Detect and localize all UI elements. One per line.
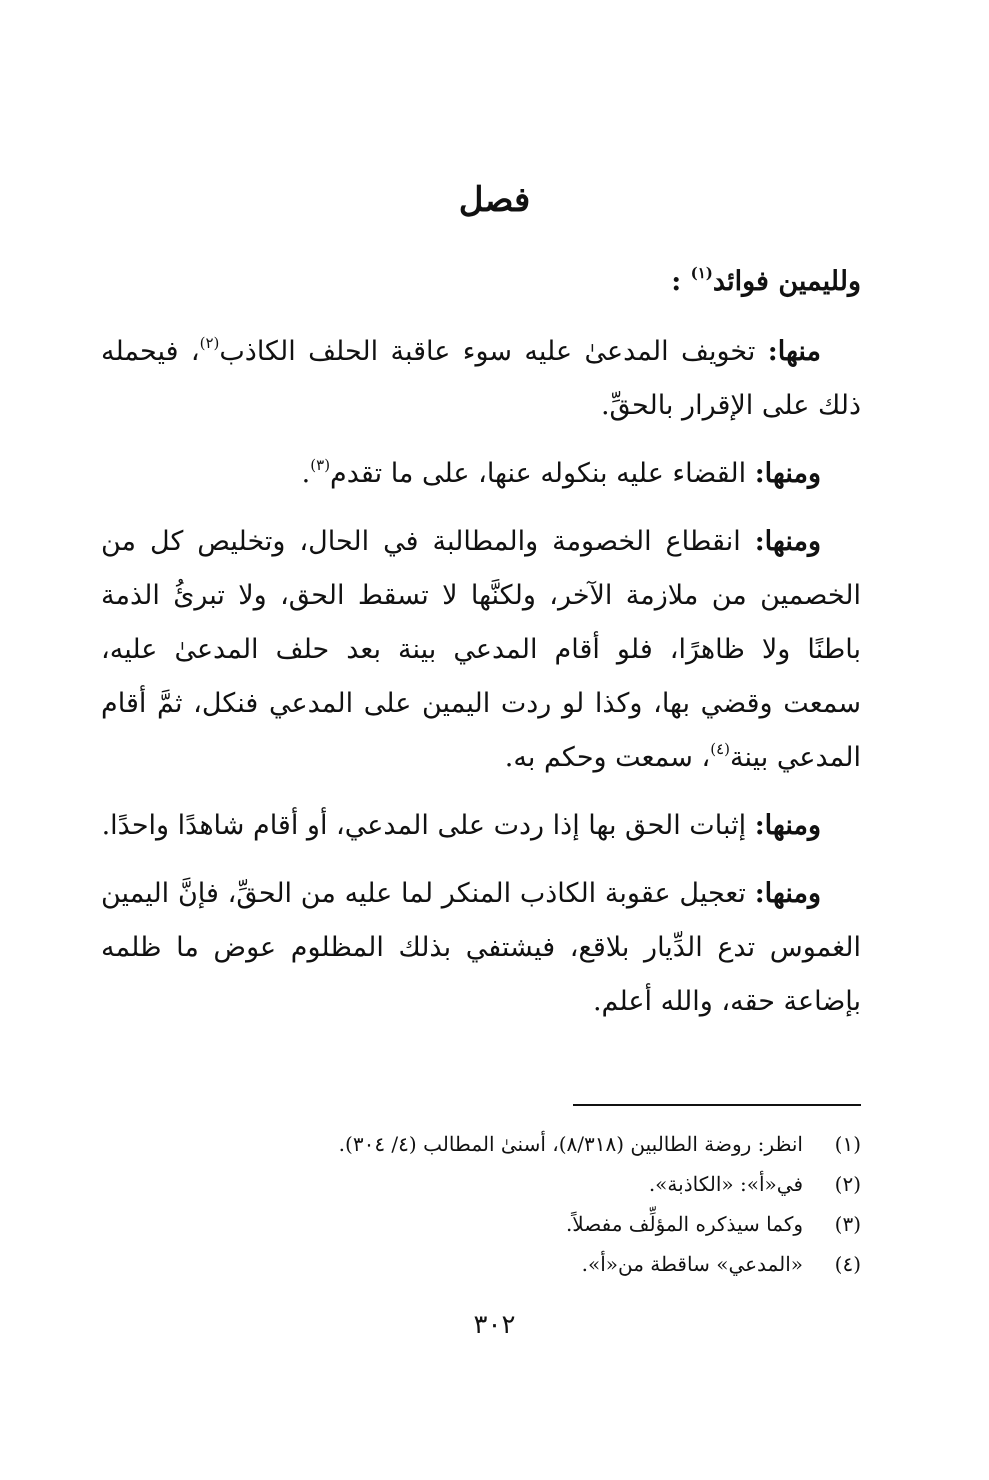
footnote-text: انظر: روضة الطالبين (٨/٣١٨)، أسنىٰ المطالب (٤/ ٣٠٤). bbox=[338, 1132, 803, 1156]
paragraph-text: تعجيل عقوبة الكاذب المنكر لما عليه من الحقِّ، فإنَّ اليمين الغموس تدع الدِّيار بلاقع، فيشتفي بذلك المظلوم عوض ما ظلمه بإضاعة حقه، والله أعلم. bbox=[101, 878, 861, 1017]
footnote-text: «المدعي» ساقطة من«أ». bbox=[581, 1252, 803, 1276]
paragraph bbox=[101, 515, 861, 785]
footnote-number: (٣) bbox=[834, 1212, 861, 1236]
intro-tail: : bbox=[671, 266, 682, 297]
footnote-marker: (٢) bbox=[199, 334, 220, 352]
paragraph-text: تخويف المدعىٰ عليه سوء عاقبة الحلف الكاذب bbox=[219, 336, 768, 367]
paragraph-text-tail: ، سمعت وحكم به. bbox=[504, 742, 711, 773]
paragraph-text: إثبات الحق بها إذا ردت على المدعي، أو أقام شاهدًا واحدًا. bbox=[101, 810, 755, 841]
paragraph-text-tail: . bbox=[301, 458, 311, 489]
footnote-marker: (٤) bbox=[710, 740, 730, 758]
footnote bbox=[101, 1204, 861, 1244]
paragraph bbox=[101, 867, 861, 1029]
footnote bbox=[101, 1124, 861, 1164]
paragraph-lead: ومنها: bbox=[754, 526, 821, 557]
section-heading: فصل bbox=[458, 180, 531, 220]
paragraph-text: القضاء عليه بنكوله عنها، على ما تقدم bbox=[330, 458, 755, 489]
paragraph-lead: ومنها: bbox=[754, 810, 821, 841]
intro-text: ولليمين فوائد bbox=[712, 266, 861, 297]
paragraph-text-tail: ، فيحمله ذلك على الإقرار بالحقِّ. bbox=[101, 336, 861, 421]
paragraph bbox=[101, 325, 861, 433]
page-number: ٣٠٢ bbox=[473, 1310, 516, 1340]
footnote-number: (٤) bbox=[834, 1252, 861, 1276]
footnote bbox=[101, 1164, 861, 1204]
footnote-marker: (١) bbox=[690, 264, 713, 282]
intro-line bbox=[101, 255, 861, 309]
paragraph-lead: ومنها: bbox=[754, 878, 821, 909]
footnote-text: في«أ»: «الكاذبة». bbox=[648, 1172, 803, 1196]
paragraph-lead: ومنها: bbox=[754, 458, 821, 489]
footnote-divider bbox=[573, 1104, 861, 1106]
footnote-text: وكما سيذكره المؤلِّف مفصلاً. bbox=[565, 1212, 803, 1236]
footnotes bbox=[101, 1124, 861, 1284]
footnote-number: (٢) bbox=[834, 1172, 861, 1196]
footnote-marker: (٣) bbox=[310, 456, 331, 474]
paragraph bbox=[101, 799, 861, 853]
main-text bbox=[101, 255, 861, 1043]
paragraph bbox=[101, 447, 861, 501]
footnote-number: (١) bbox=[834, 1132, 861, 1156]
paragraph-lead: منها: bbox=[767, 336, 821, 367]
paragraph-text: انقطاع الخصومة والمطالبة في الحال، وتخليص كل من الخصمين من ملازمة الآخر، ولكنَّها لا تسقط الحق، ولا تبرئُ الذمة باطنًا ولا ظاهرًا، فلو أقام المدعي بينة بعد حلف المدعىٰ عليه، سمعت وقضي بها، وكذا لو ردت اليمين على المدعي فنكل، ثمَّ أقام المدعي بينة bbox=[101, 526, 861, 773]
footnote bbox=[101, 1244, 861, 1284]
